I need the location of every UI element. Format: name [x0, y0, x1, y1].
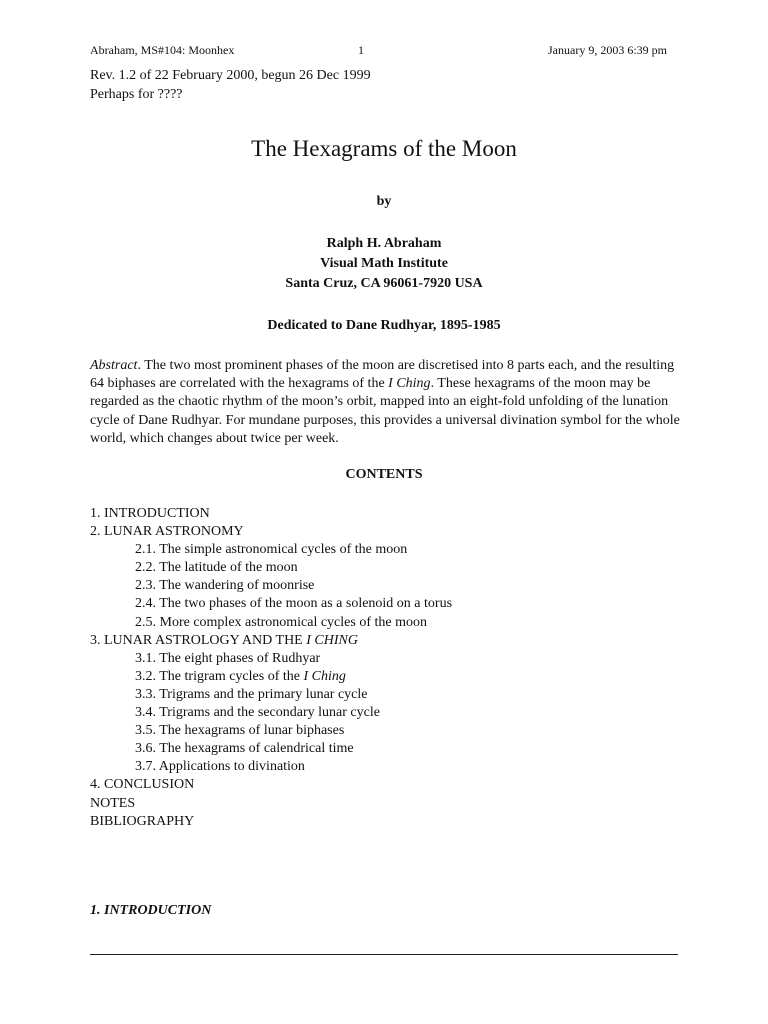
- abstract-label: Abstract: [90, 358, 138, 373]
- toc-item: 3. LUNAR ASTROLOGY AND THE I CHING: [90, 632, 358, 648]
- revision-line: Rev. 1.2 of 22 February 2000, begun 26 Dec 1999: [90, 68, 371, 83]
- toc-subitem: 2.3. The wandering of moonrise: [135, 578, 315, 594]
- toc-subitem: 3.5. The hexagrams of lunar biphases: [135, 723, 345, 739]
- header-page-number: 1: [358, 43, 364, 57]
- toc-subitem: 3.2. The trigram cycles of the I Ching: [135, 668, 346, 684]
- toc-item: BIBLIOGRAPHY: [90, 813, 195, 829]
- footnote-divider: [90, 954, 678, 955]
- toc-subitem: 2.1. The simple astronomical cycles of the moon: [135, 542, 408, 558]
- author-block: [0, 234, 768, 294]
- author-institution: Visual Math Institute: [320, 256, 448, 271]
- author-name: Ralph H. Abraham: [326, 236, 442, 251]
- toc-subitem: 3.7. Applications to divination: [135, 759, 305, 775]
- author-address: Santa Cruz, CA 96061-7920 USA: [285, 276, 483, 291]
- abstract-text: . These hexagrams of the moon may be regarded as the chaotic rhythm of the moon’s orbit, mapped into an eight-fold unfolding of the lunation cycle of Dane Rudhyar. For mundane purposes, this provides a universal divination symbol for the whole world, which changes about twice per week.: [90, 376, 680, 446]
- toc-item: 1. INTRODUCTION: [90, 506, 210, 521]
- contents-heading: CONTENTS: [345, 467, 423, 482]
- toc-subitem: 2.2. The latitude of the moon: [135, 560, 298, 576]
- toc-subitem: 2.5. More complex astronomical cycles of the moon: [135, 614, 427, 630]
- running-header: [90, 43, 667, 59]
- revision-note: [90, 66, 371, 104]
- abstract-text: . The two most prominent phases of the moon are discretised into 8 parts each, and the resulting 64 biphases are correlated with the hexagrams of the: [90, 358, 675, 392]
- toc-subitem: 3.4. Trigrams and the secondary lunar cycle: [135, 705, 380, 721]
- section-heading: 1. INTRODUCTION: [90, 903, 212, 918]
- toc-subitem: 3.1. The eight phases of Rudhyar: [135, 650, 321, 666]
- publication-note: Perhaps for ????: [90, 87, 183, 102]
- toc-item: NOTES: [90, 795, 136, 811]
- header-date: January 9, 2003 6:39 pm: [548, 43, 667, 57]
- toc-subitem: 2.4. The two phases of the moon as a solenoid on a torus: [135, 596, 453, 612]
- byline: by: [376, 194, 392, 209]
- toc-item: 4. CONCLUSION: [90, 777, 195, 793]
- abstract-italic-title: I Ching: [388, 376, 431, 392]
- header-document-id: Abraham, MS#104: Moonhex: [90, 43, 235, 57]
- toc-subitem: 3.6. The hexagrams of calendrical time: [135, 741, 354, 757]
- table-of-contents: [90, 505, 452, 831]
- toc-subitem: 3.3. Trigrams and the primary lunar cycle: [135, 686, 368, 702]
- dedication: Dedicated to Dane Rudhyar, 1895-1985: [267, 318, 501, 333]
- toc-item: 2. LUNAR ASTRONOMY: [90, 524, 244, 540]
- abstract: [90, 357, 680, 448]
- paper-title: The Hexagrams of the Moon: [251, 136, 517, 161]
